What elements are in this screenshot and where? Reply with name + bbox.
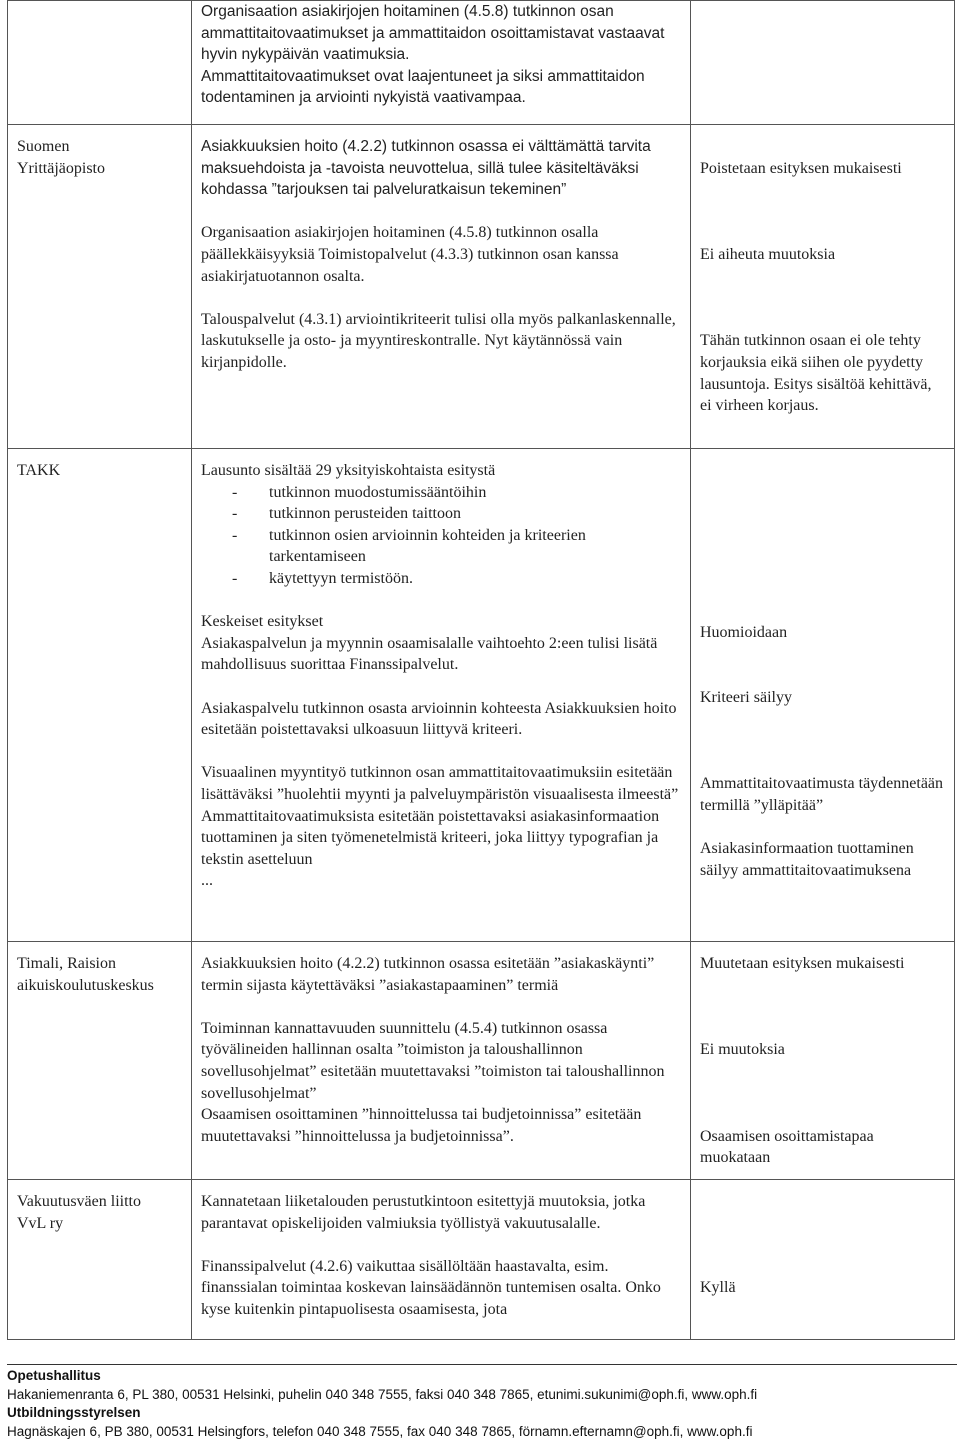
organisation-cell <box>8 449 192 942</box>
proposal-text: Asiakaspalvelun ja myynnin osaamisalalle vaihtoehto 2:een tulisi lisätä mahdollisuus suorittaa Finanssipalvelut. <box>201 634 658 674</box>
response-text: Osaamisen osoittamistapaa muokataan <box>700 1127 874 1167</box>
organisation-name: TAKK <box>17 462 61 479</box>
proposal-cell <box>192 1 691 125</box>
table-row <box>8 449 955 942</box>
feedback-table <box>7 0 955 1340</box>
organisation-name: Suomen <box>17 138 70 155</box>
page-footer <box>7 1364 957 1441</box>
proposal-text: Ammattitaitovaatimuksista esitetään poistettavaksi asiakasinformaation tuottaminen ja siten työmenetelmistä kriteeri, joka liittyy typografian ja tekstin asetteluun <box>201 807 660 868</box>
organisation-name: Yrittäjäopisto <box>17 159 105 177</box>
organisation-cell <box>8 942 192 1180</box>
response-cell <box>691 942 955 1180</box>
proposal-text: Osaamisen osoittaminen ”hinnoittelussa tai budjetoinnissa” esitetään muutettavaksi ”hinnoittelussa ja budjetoinnissa”. <box>201 1106 642 1145</box>
proposal-cell <box>192 449 691 942</box>
footer-org-name-fi: Opetushallitus <box>7 1368 101 1383</box>
response-text: Kriteeri säilyy <box>700 688 792 706</box>
response-cell <box>691 449 955 942</box>
response-text: Ei muutoksia <box>700 1041 785 1059</box>
footer-address-sv: Hagnäskajen 6, PB 380, 00531 Helsingfors, telefon 040 348 7555, fax 040 348 7865, förnamn.efternamn@oph.fi, www.oph.fi <box>7 1423 753 1439</box>
organisation-name: aikuiskoulutuskeskus <box>17 976 154 994</box>
footer-address-fi: Hakaniemenranta 6, PL 380, 00531 Helsinki, puhelin 040 348 7555, faksi 040 348 7865, etunimi.sukunimi@oph.fi, www.oph.fi <box>7 1386 758 1402</box>
response-cell <box>691 1 955 125</box>
proposal-cell <box>192 942 691 1180</box>
response-text: Asiakasinformaation tuottaminen säilyy ammattitaitovaatimuksena <box>700 839 914 879</box>
proposal-text: Organisaation asiakirjojen hoitaminen (4.5.8) tutkinnon osan ammattitaitovaatimukset ja ammattitaidon osoittamistavat vastaavat hyvin nykypäivän vaatimuksia. <box>201 3 665 64</box>
proposal-cell <box>192 1180 691 1340</box>
proposal-text: Asiakkuuksien hoito (4.2.2) tutkinnon osassa esitetään ”asiakaskäynti” termin sijasta käytettäväksi ”asiakastapaaminen” termiä <box>201 955 655 994</box>
organisation-cell <box>8 1180 192 1340</box>
organisation-name: Timali, Raision <box>17 955 116 972</box>
proposal-text: Visuaalinen myyntityö tutkinnon osan ammattitaitovaatimuksiin esitetään lisättäväksi ”huolehtii myynti ja palveluympäristön visuaalisesta ilmeestä” <box>201 764 679 803</box>
statement-list <box>201 482 681 590</box>
response-cell <box>691 1180 955 1340</box>
response-cell <box>691 125 955 449</box>
response-text: Tähän tutkinnon osaan ei ole tehty korjauksia eikä siihen ole pyydetty lausuntoja. Esitys sisältöä kehittävä, ei virheen korjaus. <box>700 332 932 415</box>
table-row <box>8 942 955 1180</box>
organisation-cell <box>8 125 192 449</box>
organisation-name: Vakuutusväen liitto <box>17 1193 141 1210</box>
table-row <box>8 125 955 449</box>
statement-intro: Lausunto sisältää 29 yksityiskohtaista esitystä <box>201 462 496 479</box>
list-item: - tutkinnon osien arvioinnin kohteiden ja kriteerien tarkentamiseen <box>232 526 586 566</box>
response-text: Poistetaan esityksen mukaisesti <box>700 159 902 177</box>
response-text: Ei aiheuta muutoksia <box>700 245 836 263</box>
table-row <box>8 1180 955 1340</box>
proposal-text: Ammattitaitovaatimukset ovat laajentuneet ja siksi ammattitaidon todentaminen ja arviointi nykyistä vaativampaa. <box>201 67 645 107</box>
proposal-text: Organisaation asiakirjojen hoitaminen (4.5.8) tutkinnon osalla päällekkäisyyksiä Toimistopalvelut (4.3.3) tutkinnon osan kanssa asiakirjatuotannon osalta. <box>201 224 619 285</box>
proposal-text: Finanssipalvelut (4.2.6) vaikuttaa sisällöltään haastavalta, esim. finanssialan toimintaa koskevan lainsäädännön tuntemisen osalta. Onko kyse kuitenkin pintapuolisesta osaamisesta, jota <box>201 1257 661 1318</box>
list-item: - tutkinnon perusteiden taittoon <box>232 505 461 523</box>
proposal-text: Asiakaspalvelu tutkinnon osasta arvioinnin kohteesta Asiakkuuksien hoito esitetään poistettavaksi ulkoasuun liittyvä kriteeri. <box>201 699 677 739</box>
proposal-text: Talouspalvelut (4.3.1) arviointikriteerit tulisi olla myös palkanlaskennalle, laskutukselle ja osto- ja myyntireskontralle. Nyt käytännössä vain kirjanpidolle. <box>201 310 676 371</box>
response-text: Ammattitaitovaatimusta täydennetään termillä ”ylläpitää” <box>700 775 944 814</box>
proposal-text: Kannatetaan liiketalouden perustutkintoon esitettyjä muutoksia, jotka parantavat opiskelijoiden valmiuksia työllistyä vakuutusalalle. <box>201 1193 646 1232</box>
response-text: Huomioidaan <box>700 624 788 641</box>
list-item: - tutkinnon muodostumissääntöihin <box>232 483 487 501</box>
section-heading: Keskeiset esitykset <box>201 613 324 631</box>
response-text: Kyllä <box>700 1279 736 1297</box>
ellipsis-text: ... <box>201 872 213 890</box>
organisation-cell <box>8 1 192 125</box>
footer-org-name-sv: Utbildningsstyrelsen <box>7 1405 141 1420</box>
response-text: Muutetaan esityksen mukaisesti <box>700 955 905 972</box>
list-item: - käytettyyn termistöön. <box>232 569 413 587</box>
proposal-cell <box>192 125 691 449</box>
proposal-text: Toiminnan kannattavuuden suunnittelu (4.5.4) tutkinnon osassa työvälineiden hallinnan osalta ”toimiston ja taloushallinnon sovellusohjelmat” esitetään muutettavaksi ”toimiston tai taloushallinnon sovellusohjelmat” <box>201 1019 665 1102</box>
proposal-text: Asiakkuuksien hoito (4.2.2) tutkinnon osassa ei välttämättä tarvita maksuehdoista ja -tavoista neuvottelua, sillä tulee käsiteltäväksi kohdassa ”tarjouksen tai palveluratkaisun tekeminen” <box>201 138 651 199</box>
organisation-name: VvL ry <box>17 1214 64 1232</box>
table-row <box>8 1 955 125</box>
